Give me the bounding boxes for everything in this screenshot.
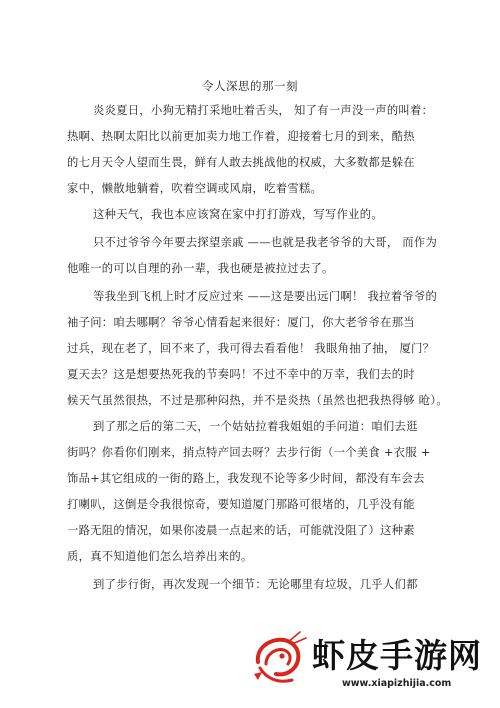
site-watermark — [238, 622, 500, 708]
paragraph-line-8: 等我坐到飞机上时才反应过来 ——这是要出远门啊！ 我拉着爷爷的 — [93, 290, 438, 303]
paragraph-line-5: 这种天气，我也本应该窝在家中打打游戏，写写作业的。 — [93, 208, 383, 221]
shrimp-logo-icon — [248, 628, 308, 688]
paragraph-line-16: 打喇叭，这倒是令我很惊奇，要知道厦门那路可很堵的，几乎没有能 — [67, 498, 415, 511]
paragraph-line-7: 他唯一的可以自理的孙一辈，我也硬是被拉过去了。 — [67, 262, 334, 275]
paragraph-line-4: 家中，懒散地躺着，吹着空调或风扇，吃着雪糕。 — [67, 182, 323, 195]
document-title: 令人深思的那一刻 — [202, 79, 298, 93]
paragraph-line-15: 饰品+其它组成的一街的路上，我发现不论等多少时间，都没有车会去 — [67, 472, 425, 485]
paragraph-line-6: 只不过爷爷今年要去探望亲戚 ——也就是我老爷爷的大哥， 而作为 — [93, 236, 438, 249]
paragraph-line-3: 的七月天令人望而生畏，鲜有人敢去挑战他的权威，大多数都是躲在 — [67, 156, 415, 169]
watermark-url: www.xiapizhijia.com — [342, 678, 452, 689]
paragraph-line-11: 夏天去？这是想要热死我的节奏吗！不过不幸中的万幸，我们去的时 — [67, 368, 415, 381]
paragraph-line-9: 袖子问：咱去哪啊？爷爷心情看起来很好：厦门，你大老爷爷在那当 — [67, 316, 415, 329]
paragraph-line-13: 到了那之后的第二天，一个姑姑拉着我姐姐的手问道：咱们去逛 — [93, 420, 418, 433]
paragraph-line-17: 一路无阻的情况，如果你凌晨一点起来的话，可能就没阻了）这种素 — [67, 524, 415, 537]
paragraph-line-18: 质，真不知道他们怎么培养出来的。 — [67, 550, 253, 563]
paragraph-line-2: 热啊、热啊太阳比以前更加卖力地工作着，迎接着七月的到来，酷热 — [67, 130, 415, 143]
paragraph-line-12: 候天气虽然很热，不过是那种闷热，并不是炎热（虽然也把我热得够 呛）。 — [67, 394, 448, 407]
paragraph-line-14: 街吗？你看你们刚来，捎点特产回去呀？去步行街（一个美食 +衣服 + — [67, 446, 431, 459]
paragraph-line-10: 过兵，现在老了，回不来了，我可得去看看他！ 我眼角抽了抽， 厦门？ — [67, 342, 435, 355]
paragraph-line-1: 炎炎夏日，小狗无精打采地吐着舌头， 知了有一声没一声的叫着： — [93, 104, 434, 117]
watermark-brand: 虾皮手游网 — [312, 636, 482, 675]
paragraph-line-19: 到了步行街，再次发现一个细节：无论哪里有垃圾，几乎人们都 — [93, 578, 418, 591]
